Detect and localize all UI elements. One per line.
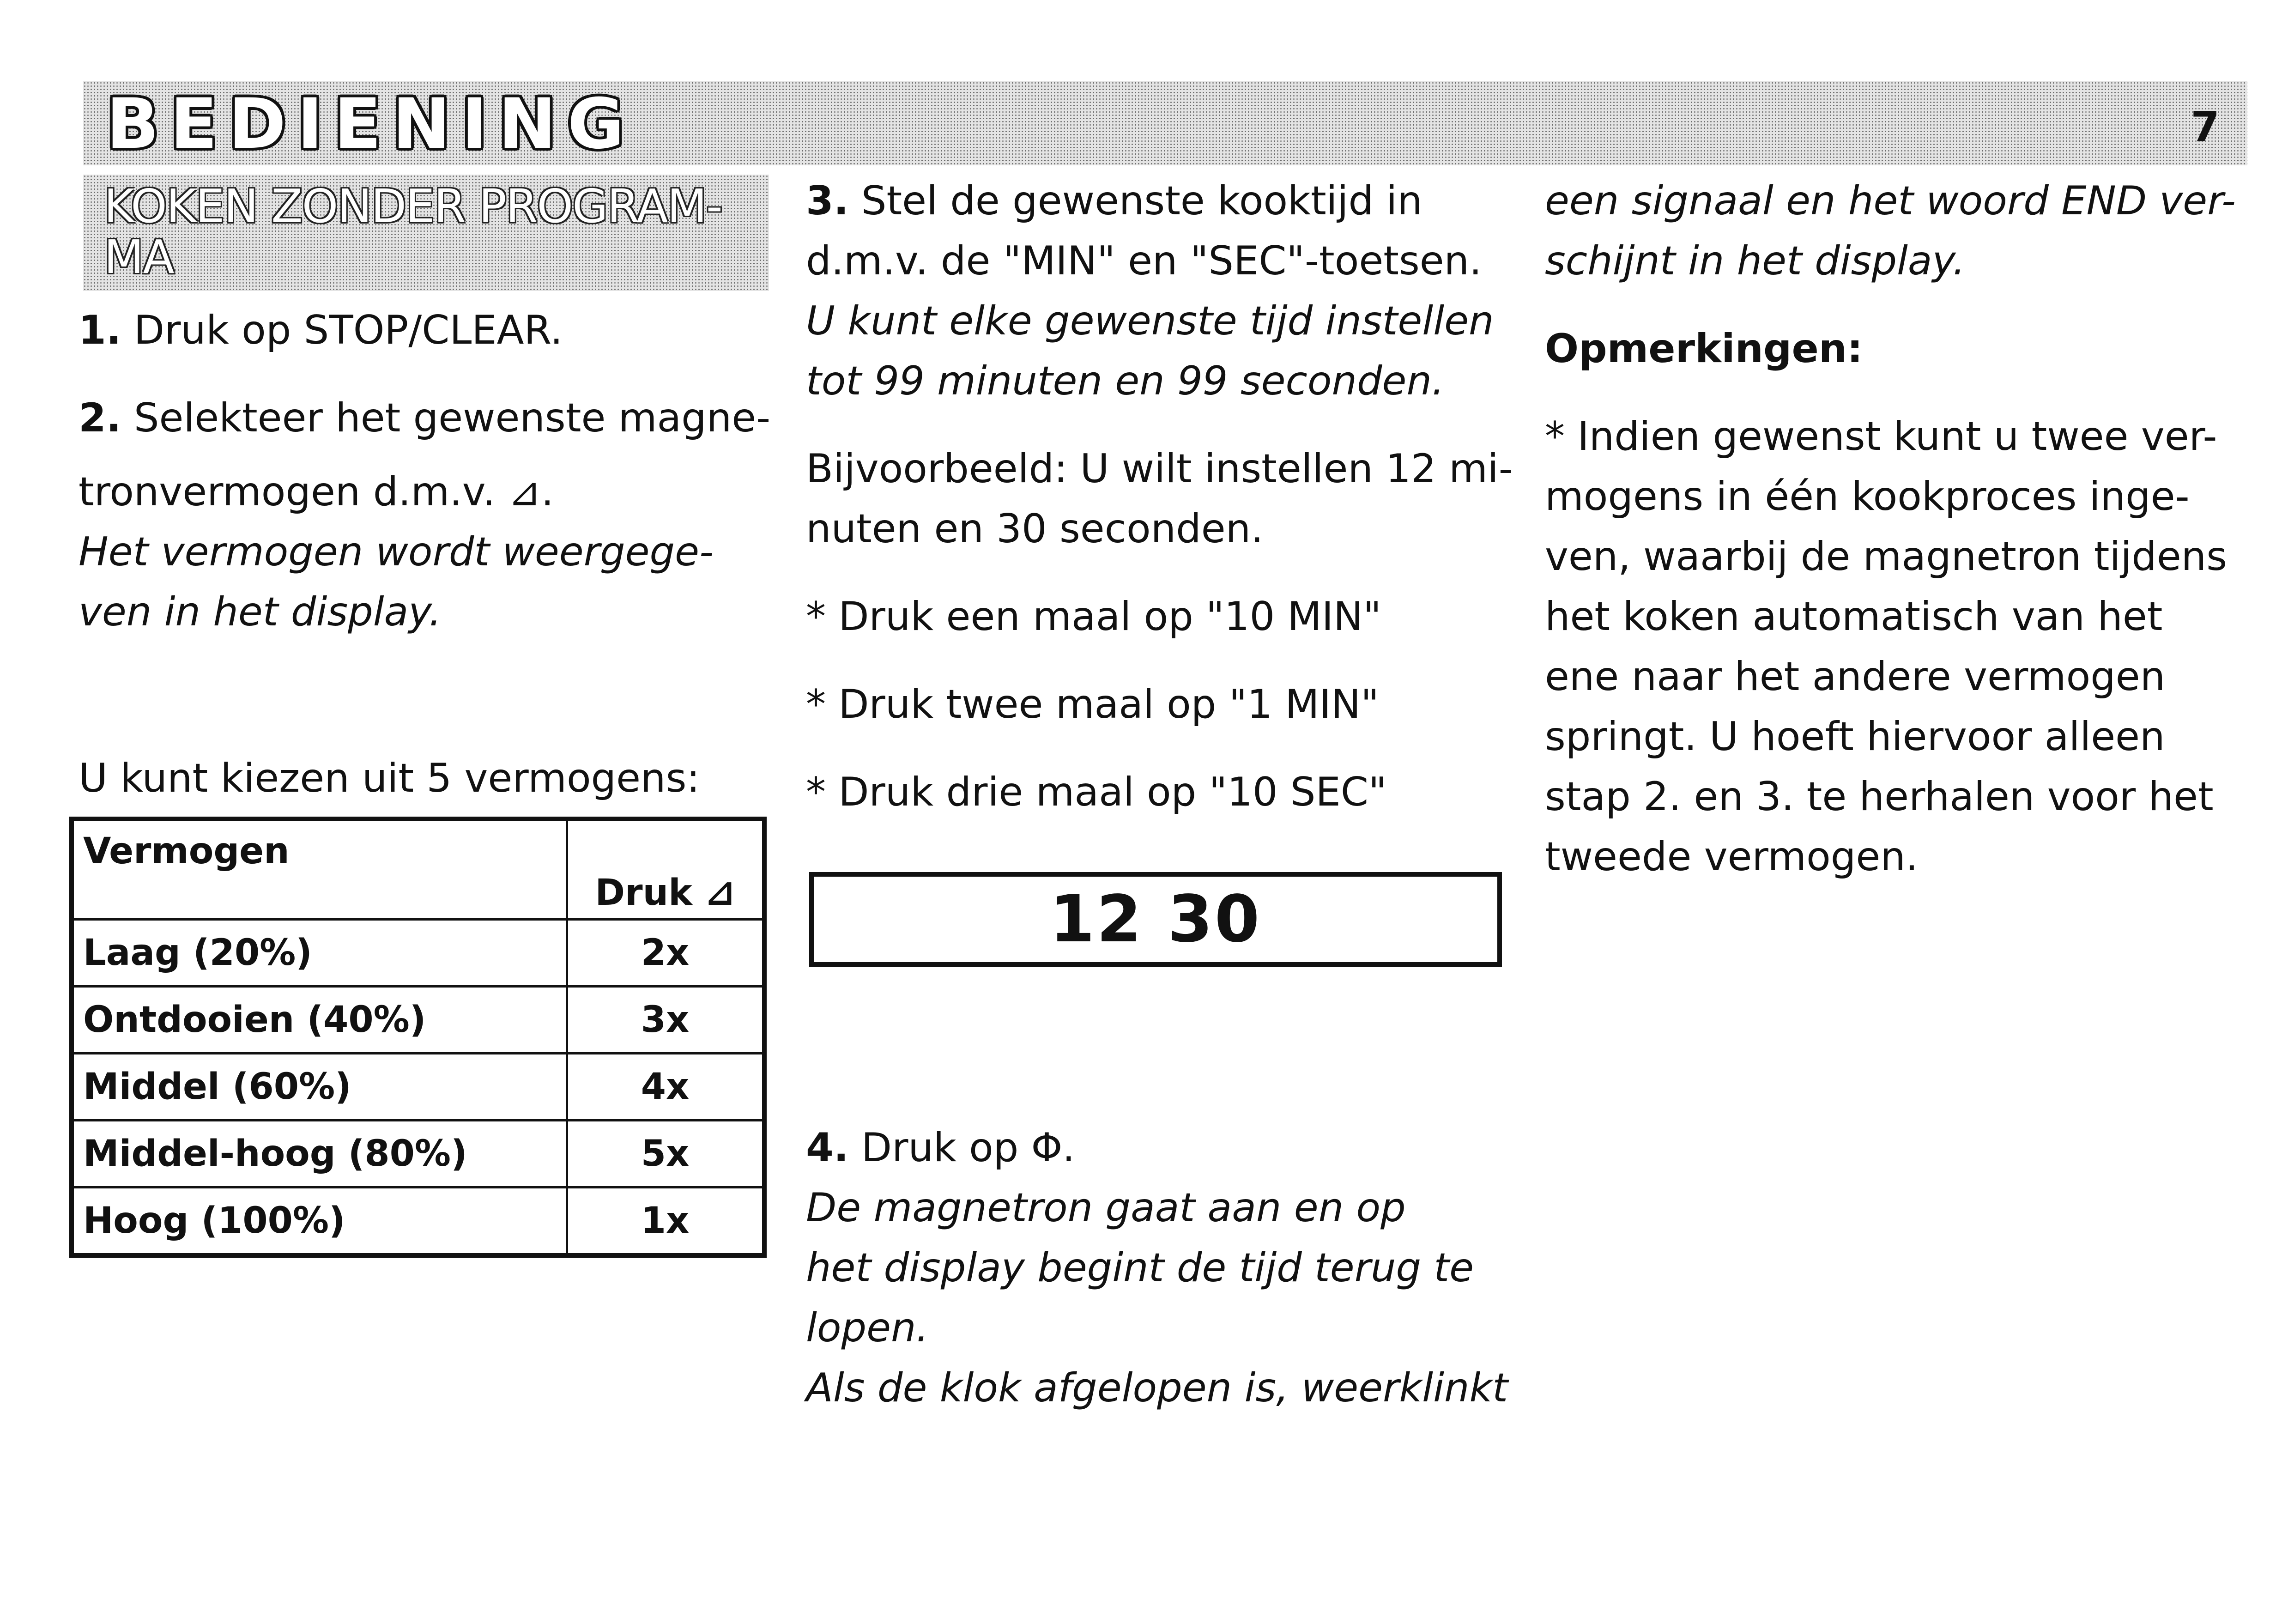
remark-line-8: tweede vermogen. (1545, 834, 1919, 880)
step-4-text: Druk op Φ. (848, 1125, 1075, 1171)
step-2-number: 2. (79, 395, 121, 441)
press-count: 2x (567, 920, 765, 987)
power-table (69, 817, 767, 1258)
step-4-number: 4. (806, 1125, 849, 1171)
table-row (72, 920, 764, 987)
step-4-note-line-2: het display begint de tijd terug te (806, 1245, 1474, 1291)
remark-line-6: springt. U hoeft hiervoor alleen (1545, 714, 2165, 760)
step-3 (806, 171, 1526, 231)
power-level: Middel (60%) (72, 1054, 567, 1121)
step-1-number: 1. (79, 307, 121, 353)
step-2-note-line-2: ven in het display. (79, 589, 442, 635)
choose-power-text: U kunt kiezen uit 5 vermogens: (79, 755, 700, 801)
section-title: KOKEN ZONDER PROGRAM-MA (104, 179, 722, 284)
step-3-note-line-1: U kunt elke gewenste tijd instellen (806, 298, 1494, 344)
header-press: Druk ⊿ (567, 819, 765, 920)
remark-line-3: ven, waarbij de magnetron tijdens (1545, 533, 2227, 580)
press-count: 3x (567, 987, 765, 1054)
page-title: BEDIENING (106, 84, 636, 164)
remark-line-5: ene naar het andere vermogen (1545, 654, 2166, 700)
step-2 (79, 388, 781, 448)
press-count: 1x (567, 1188, 765, 1256)
bullet-3: * Druk drie maal op "10 SEC" (806, 769, 1387, 815)
header-bar (83, 81, 2247, 165)
step-3-number: 3. (806, 178, 849, 224)
power-level: Middel-hoog (80%) (72, 1121, 567, 1188)
step-1-text: Druk op STOP/CLEAR. (121, 307, 563, 353)
time-display: 12 30 (809, 872, 1502, 967)
bullet-1: * Druk een maal op "10 MIN" (806, 594, 1381, 640)
table-header-row (72, 819, 764, 920)
header-power: Vermogen (72, 819, 567, 920)
step-2-note-line-1: Het vermogen wordt weergege- (79, 529, 714, 575)
step-3-line-1: Stel de gewenste kooktijd in (848, 178, 1422, 224)
remark-line-7: stap 2. en 3. te herhalen voor het (1545, 774, 2214, 820)
step-2-line-1: Selekteer het gewenste magne- (121, 395, 771, 441)
table-row (72, 1188, 764, 1256)
column-left (79, 300, 781, 808)
remark-line-2: mogens in één kookproces inge- (1545, 473, 2190, 520)
bullet-2: * Druk twee maal op "1 MIN" (806, 681, 1379, 727)
table-row (72, 1054, 764, 1121)
power-level: Ontdooien (40%) (72, 987, 567, 1054)
step-3-line-2: d.m.v. de "MIN" en "SEC"-toetsen. (806, 238, 1482, 284)
section-heading-bar (83, 175, 769, 291)
continued-line-1: een signaal en het woord END ver- (1545, 178, 2236, 224)
column-right (1545, 171, 2265, 887)
remarks-title: Opmerkingen: (1545, 326, 1863, 372)
step-4-note-line-3: lopen. (806, 1305, 929, 1351)
step-4-note-line-4: Als de klok afgelopen is, weerklinkt (806, 1365, 1508, 1411)
continued-line-2: schijnt in het display. (1545, 238, 1966, 284)
remark-line-4: het koken automatisch van het (1545, 594, 2163, 640)
press-count: 4x (567, 1054, 765, 1121)
column-middle-lower (806, 1118, 1526, 1418)
remark-line-1: * Indien gewenst kunt u twee ver- (1545, 413, 2217, 460)
page-number: 7 (2191, 103, 2220, 151)
step-4 (806, 1118, 1526, 1178)
step-4-note-line-1: De magnetron gaat aan en op (806, 1185, 1406, 1231)
step-3-note-line-2: tot 99 minuten en 99 seconden. (806, 358, 1445, 404)
power-level: Laag (20%) (72, 920, 567, 987)
step-2-line-2: tronvermogen d.m.v. ⊿. (79, 469, 554, 515)
table-row (72, 1121, 764, 1188)
example-line-2: nuten en 30 seconden. (806, 506, 1264, 552)
column-middle (806, 171, 1526, 822)
press-count: 5x (567, 1121, 765, 1188)
step-1 (79, 300, 781, 360)
example-line-1: Bijvoorbeeld: U wilt instellen 12 mi- (806, 446, 1513, 492)
power-level: Hoog (100%) (72, 1188, 567, 1256)
table-row (72, 987, 764, 1054)
